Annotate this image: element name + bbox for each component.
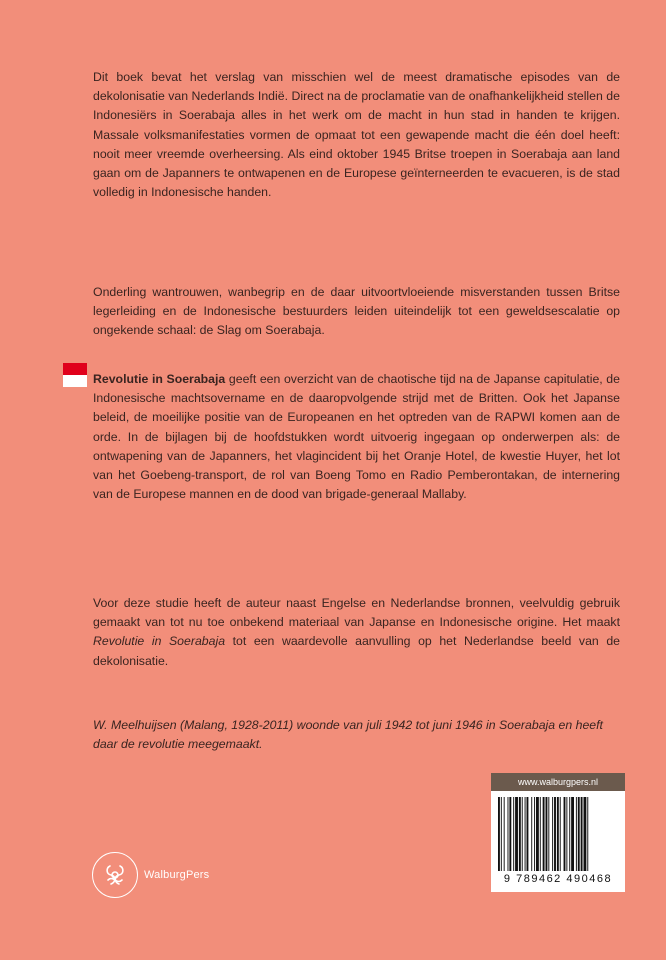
barcode-bar [584,797,587,871]
walburgpers-emblem-icon [92,852,138,898]
book-title-italic: Revolutie in Soerabaja [93,634,226,649]
barcode-bar [564,797,566,871]
barcode-bar [557,797,559,871]
barcode-bar [552,797,553,871]
indonesian-flag-icon [63,363,87,387]
barcode-bar [513,797,514,871]
barcode-bar [508,797,509,871]
barcode-bar [519,797,521,871]
blurb-paragraph-3: Revolutie in Soerabaja geeft een overzicht van de chaotische tijd na de Japanse capitulatie, de Indonesische machtsovername en de daaropvolgende strijd met de Britten. Ook het Japanse beleid, de moeilijke positie van de Europeanen en het optreden van de RAPWI komen aan de orde. In de bijlagen bij de hoofdstukken wordt uitvoerig ingegaan op onderwerpen als: de ontwapening van de Japanners, het vlagincident bij het Oranje Hotel, de kwestie Huyer, het lot van het Goebeng-transport, de rol van Boeng Tomo en Radio Pemberontakan, de internering van de Europese mannen en de dood van brigade-generaal Mallaby. [93,372,620,502]
barcode-bar [578,797,580,871]
author-note: W. Meelhuijsen (Malang, 1928-2011) woonde van juli 1942 tot juni 1946 in Soerabaja en heeft daar de revolutie meegemaakt. [93,718,603,752]
publisher-url: www.walburgpers.nl [491,773,625,791]
barcode-bar [543,797,545,871]
barcode-bar [534,797,535,871]
barcode-bar [504,797,505,871]
blurb-paragraph-4: Voor deze studie heeft de auteur naast Engelse en Nederlandse bronnen, veelvuldig gebruik gemaakt van tot nu toe onbekend materiaal van Japanse en Indonesische origine. Het maakt Revolutie in Soerabaja tot een waardevolle aanvulling op het Nederlandse beeld van de dekolonisatie. [93,596,621,668]
barcode-bar [525,797,526,871]
blurb-paragraph-2: Onderling wantrouwen, wanbegrip en de daar uitvoortvloeiende misverstanden tussen Britse legerleiding en de Indonesische bestuurders leiden uiteindelijk tot een geweldsescalatie op ongekende schaal: de Slag om Soerabaja. [93,285,620,338]
isbn-barcode [498,797,618,871]
barcode-bar [581,797,583,871]
barcode-bar [546,797,548,871]
isbn-number: 9 789462 490468 [503,873,613,885]
barcode-bar [515,797,518,871]
barcode-bar [548,797,549,871]
barcode-bar [566,797,567,871]
barcode-bar [501,797,502,871]
publisher-name: WalburgPers [144,869,210,881]
barcode-bar [527,797,529,871]
barcode-bar [540,797,541,871]
barcode-bar [587,797,588,871]
publisher-logo [92,852,209,898]
barcode-bar [569,797,570,871]
barcode-bar [531,797,532,871]
barcode-panel [491,773,625,892]
barcode-bar [560,797,561,871]
barcode-bar [576,797,577,871]
barcode-bar [522,797,523,871]
barcode-bar [536,797,539,871]
book-title-bold: Revolutie in Soerabaja [93,372,226,386]
barcode-bar [498,797,500,871]
barcode-bar [509,797,511,871]
blurb-paragraph-1: Dit boek bevat het verslag van misschien wel de meest dramatische episodes van de dekolonisatie van Nederlands Indië. Direct na de proclamatie van de onafhankelijkheid stellen de Indonesiërs in Soerabaja alles in het werk om de macht in hun stad in handen te krijgen. Massale volksmanifestaties vormen de opmaat tot een gewapende macht die één doel heeft: nooit meer vreemde overheersing. Als eind oktober 1945 Britse troepen in Soerabaja aan land gaan om de Japanners te ontwapenen en de Europese geïnterneerden te evacueren, is de stad volledig in Indonesische handen. [93,70,620,200]
barcode-bar [554,797,556,871]
barcode-bar [571,797,574,871]
